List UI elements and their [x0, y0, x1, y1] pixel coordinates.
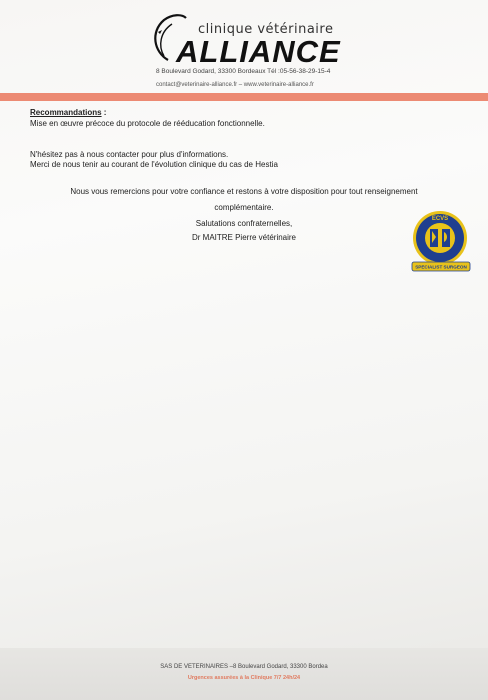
contact-line-2: Merci de nous tenir au courant de l'évolution clinique du cas de Hestia: [30, 160, 278, 169]
badge-ribbon: SPECIALIST SURGEON: [415, 264, 467, 270]
clinic-tagline: clinique vétérinaire: [198, 22, 334, 37]
clinic-logo: [148, 8, 348, 68]
recommendations-title: Recommandations: [30, 108, 102, 117]
signature: Dr MAITRE Pierre vétérinaire: [191, 233, 297, 242]
recommendations-colon: :: [101, 108, 107, 117]
recommendation-line: Mise en œuvre précoce du protocole de rééducation fonctionnelle.: [30, 119, 265, 128]
footer-company-line: SAS DE VETERINAIRES –8 Boulevard Godard, 33300 Bordea: [160, 664, 328, 670]
contact-line-1: N'hésitez pas à nous contacter pour plus d'informations.: [30, 150, 229, 159]
clinic-brand-name: ALLIANCE: [176, 34, 341, 69]
thanks-line-2: complémentaire.: [214, 203, 274, 212]
page-footer: [0, 648, 488, 700]
salutation: Salutations confraternelles,: [195, 219, 293, 228]
footer-emergency-line: Urgences assurées à la Clinique 7/7 24h/24: [187, 675, 301, 681]
thanks-line-1: Nous vous remercions pour votre confiance et restons à votre disposition pour tout renseignement: [70, 187, 418, 196]
ecvs-seal-icon: [408, 208, 474, 276]
recommendations-heading: [30, 108, 106, 117]
clinic-contact: contact@veterinaire-alliance.fr – www.veterinaire-alliance.fr: [156, 82, 314, 88]
badge-acronym: ECVS: [431, 216, 449, 222]
clinic-address: 8 Boulevard Godard, 33300 Bordeaux Tél :05-56-38-29-15-4: [156, 68, 331, 75]
header-band: [0, 93, 488, 101]
